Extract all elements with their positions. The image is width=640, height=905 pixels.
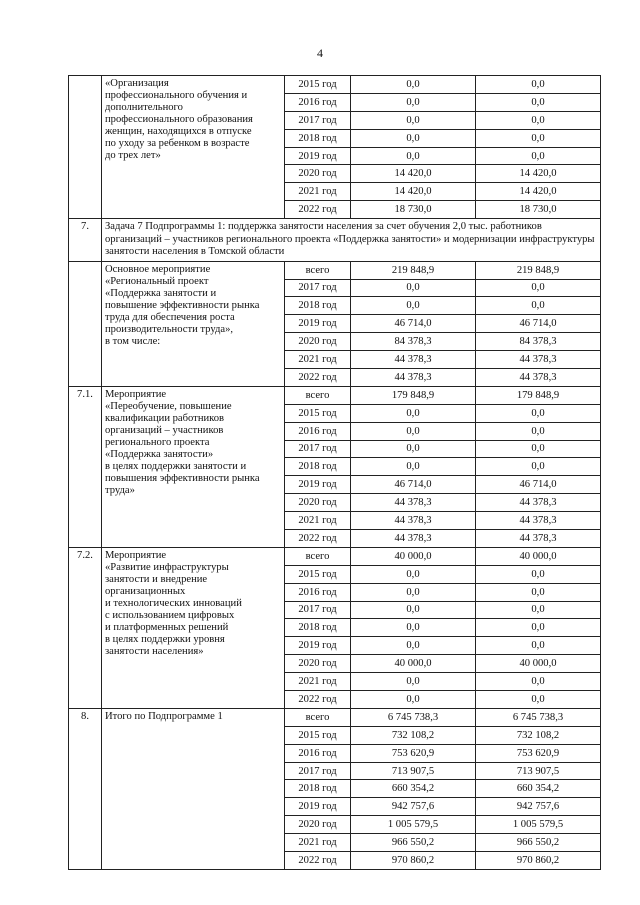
source-amount-cell: 0,0 (476, 404, 601, 422)
year-cell: 2022 год (285, 368, 351, 386)
activity-name-text: Основное мероприятие «Региональный проект «Поддержка занятости и повышение эффективности рынка труда для обеспечения роста производительности труда», в том числе: (105, 263, 260, 347)
source-amount-cell: 0,0 (476, 565, 601, 583)
year-cell: 2018 год (285, 780, 351, 798)
source-amount-cell: 40 000,0 (476, 547, 601, 565)
source-amount-cell: 84 378,3 (476, 333, 601, 351)
source-amount-cell: 0,0 (476, 601, 601, 619)
year-cell: 2021 год (285, 673, 351, 691)
total-amount-cell: 0,0 (351, 76, 476, 94)
source-amount-cell: 732 108,2 (476, 726, 601, 744)
source-amount-cell: 0,0 (476, 297, 601, 315)
total-amount-cell: 46 714,0 (351, 315, 476, 333)
year-cell: 2019 год (285, 476, 351, 494)
source-amount-cell: 0,0 (476, 619, 601, 637)
year-cell: 2017 год (285, 111, 351, 129)
year-cell: 2018 год (285, 619, 351, 637)
activity-name (102, 708, 285, 869)
source-amount-cell: 0,0 (476, 93, 601, 111)
table-row (69, 386, 601, 404)
total-amount-cell: 0,0 (351, 691, 476, 709)
source-amount-cell: 179 848,9 (476, 386, 601, 404)
year-cell: 2021 год (285, 512, 351, 530)
row-number (69, 76, 102, 219)
year-cell: 2016 год (285, 422, 351, 440)
source-amount-cell: 966 550,2 (476, 834, 601, 852)
year-cell: 2019 год (285, 315, 351, 333)
source-amount-cell: 44 378,3 (476, 512, 601, 530)
source-amount-cell: 0,0 (476, 440, 601, 458)
total-amount-cell: 84 378,3 (351, 333, 476, 351)
source-amount-cell: 40 000,0 (476, 655, 601, 673)
year-cell: 2022 год (285, 529, 351, 547)
year-cell: 2020 год (285, 816, 351, 834)
total-amount-cell: 0,0 (351, 565, 476, 583)
total-amount-cell: 44 378,3 (351, 512, 476, 530)
source-amount-cell: 0,0 (476, 147, 601, 165)
total-amount-cell: 0,0 (351, 440, 476, 458)
source-amount-cell: 0,0 (476, 691, 601, 709)
source-amount-cell: 44 378,3 (476, 351, 601, 369)
total-amount-cell: 0,0 (351, 583, 476, 601)
source-amount-cell: 219 848,9 (476, 261, 601, 279)
total-amount-cell: 14 420,0 (351, 183, 476, 201)
year-cell: 2015 год (285, 76, 351, 94)
source-amount-cell: 14 420,0 (476, 183, 601, 201)
total-amount-cell: 0,0 (351, 404, 476, 422)
year-cell: всего (285, 708, 351, 726)
year-cell: 2016 год (285, 583, 351, 601)
year-cell: 2017 год (285, 762, 351, 780)
source-amount-cell: 942 757,6 (476, 798, 601, 816)
year-cell: 2015 год (285, 565, 351, 583)
source-amount-cell: 44 378,3 (476, 529, 601, 547)
year-cell: 2022 год (285, 691, 351, 709)
total-amount-cell: 732 108,2 (351, 726, 476, 744)
year-cell: 2018 год (285, 129, 351, 147)
total-amount-cell: 44 378,3 (351, 351, 476, 369)
year-cell: 2022 год (285, 201, 351, 219)
row-number: 7.1. (69, 386, 102, 547)
source-amount-cell: 46 714,0 (476, 476, 601, 494)
task-description: Задача 7 Подпрограммы 1: поддержка занятости населения за счет обучения 2,0 тыс. работников организаций – участников регионального проекта «Поддержка занятости» и модернизации инфраструктуры занятости населения в Томской области (102, 219, 601, 262)
year-cell: всего (285, 386, 351, 404)
source-amount-cell: 44 378,3 (476, 494, 601, 512)
activity-name (102, 76, 285, 219)
total-amount-cell: 660 354,2 (351, 780, 476, 798)
row-number (69, 261, 102, 386)
year-cell: 2016 год (285, 93, 351, 111)
total-amount-cell: 0,0 (351, 601, 476, 619)
year-cell: 2020 год (285, 655, 351, 673)
total-amount-cell: 219 848,9 (351, 261, 476, 279)
total-amount-cell: 0,0 (351, 129, 476, 147)
source-amount-cell: 0,0 (476, 637, 601, 655)
year-cell: 2019 год (285, 798, 351, 816)
year-cell: 2019 год (285, 147, 351, 165)
source-amount-cell: 46 714,0 (476, 315, 601, 333)
year-cell: 2022 год (285, 852, 351, 870)
year-cell: 2015 год (285, 404, 351, 422)
total-amount-cell: 753 620,9 (351, 744, 476, 762)
table-row (69, 547, 601, 565)
total-amount-cell: 18 730,0 (351, 201, 476, 219)
source-amount-cell: 970 860,2 (476, 852, 601, 870)
year-cell: 2017 год (285, 440, 351, 458)
total-amount-cell: 40 000,0 (351, 547, 476, 565)
total-amount-cell: 0,0 (351, 422, 476, 440)
source-amount-cell: 6 745 738,3 (476, 708, 601, 726)
source-amount-cell: 0,0 (476, 111, 601, 129)
source-amount-cell: 18 730,0 (476, 201, 601, 219)
year-cell: 2018 год (285, 458, 351, 476)
total-amount-cell: 0,0 (351, 619, 476, 637)
year-cell: 2017 год (285, 279, 351, 297)
source-amount-cell: 44 378,3 (476, 368, 601, 386)
source-amount-cell: 0,0 (476, 76, 601, 94)
source-amount-cell: 0,0 (476, 458, 601, 476)
year-cell: 2021 год (285, 351, 351, 369)
source-amount-cell: 14 420,0 (476, 165, 601, 183)
budget-table (68, 75, 601, 870)
total-amount-cell: 966 550,2 (351, 834, 476, 852)
year-cell: 2020 год (285, 494, 351, 512)
total-amount-cell: 0,0 (351, 93, 476, 111)
year-cell: 2020 год (285, 165, 351, 183)
total-amount-cell: 0,0 (351, 458, 476, 476)
total-amount-cell: 179 848,9 (351, 386, 476, 404)
activity-name-text: «Организация профессионального обучения и дополнительного профессионального образования женщин, находящихся в отпуске по уходу за ребенком в возрасте до трех лет» (105, 78, 253, 161)
total-amount-cell: 44 378,3 (351, 368, 476, 386)
total-amount-cell: 6 745 738,3 (351, 708, 476, 726)
year-cell: 2021 год (285, 834, 351, 852)
year-cell: 2019 год (285, 637, 351, 655)
total-amount-cell: 0,0 (351, 111, 476, 129)
activity-name (102, 261, 285, 386)
source-amount-cell: 0,0 (476, 583, 601, 601)
total-amount-cell: 942 757,6 (351, 798, 476, 816)
year-cell: 2018 год (285, 297, 351, 315)
year-cell: 2016 год (285, 744, 351, 762)
table-row (69, 708, 601, 726)
total-amount-cell: 0,0 (351, 297, 476, 315)
total-amount-cell: 40 000,0 (351, 655, 476, 673)
table-row (69, 261, 601, 279)
total-amount-cell: 970 860,2 (351, 852, 476, 870)
source-amount-cell: 0,0 (476, 129, 601, 147)
source-amount-cell: 0,0 (476, 422, 601, 440)
source-amount-cell: 0,0 (476, 279, 601, 297)
total-amount-cell: 14 420,0 (351, 165, 476, 183)
task-row (69, 219, 601, 262)
row-number: 8. (69, 708, 102, 869)
table-body (69, 76, 601, 870)
source-amount-cell: 713 907,5 (476, 762, 601, 780)
table-row (69, 76, 601, 94)
row-number: 7.2. (69, 547, 102, 708)
source-amount-cell: 660 354,2 (476, 780, 601, 798)
year-cell: всего (285, 547, 351, 565)
total-amount-cell: 0,0 (351, 279, 476, 297)
activity-name (102, 386, 285, 547)
total-amount-cell: 46 714,0 (351, 476, 476, 494)
year-cell: 2015 год (285, 726, 351, 744)
total-amount-cell: 0,0 (351, 147, 476, 165)
total-amount-cell: 44 378,3 (351, 494, 476, 512)
year-cell: 2020 год (285, 333, 351, 351)
activity-name-text: Мероприятие «Развитие инфраструктуры занятости и внедрение организационных и технологических инноваций с использованием цифровых и платформенных решений в целях поддержки уровня занятости населения» (105, 549, 242, 657)
year-cell: 2021 год (285, 183, 351, 201)
row-number: 7. (69, 219, 102, 262)
page-number: 4 (317, 46, 323, 60)
source-amount-cell: 1 005 579,5 (476, 816, 601, 834)
source-amount-cell: 753 620,9 (476, 744, 601, 762)
year-cell: всего (285, 261, 351, 279)
total-amount-cell: 0,0 (351, 673, 476, 691)
total-amount-cell: 44 378,3 (351, 529, 476, 547)
source-amount-cell: 0,0 (476, 673, 601, 691)
activity-name (102, 547, 285, 708)
activity-name-text: Итого по Подпрограмме 1 (105, 710, 223, 722)
activity-name-text: Мероприятие «Переобучение, повышение квалификации работников организаций – участников регионального проекта «Поддержка занятости» в целях поддержки занятости и повышения эффективности рынка труда» (105, 388, 260, 496)
total-amount-cell: 713 907,5 (351, 762, 476, 780)
year-cell: 2017 год (285, 601, 351, 619)
total-amount-cell: 0,0 (351, 637, 476, 655)
total-amount-cell: 1 005 579,5 (351, 816, 476, 834)
